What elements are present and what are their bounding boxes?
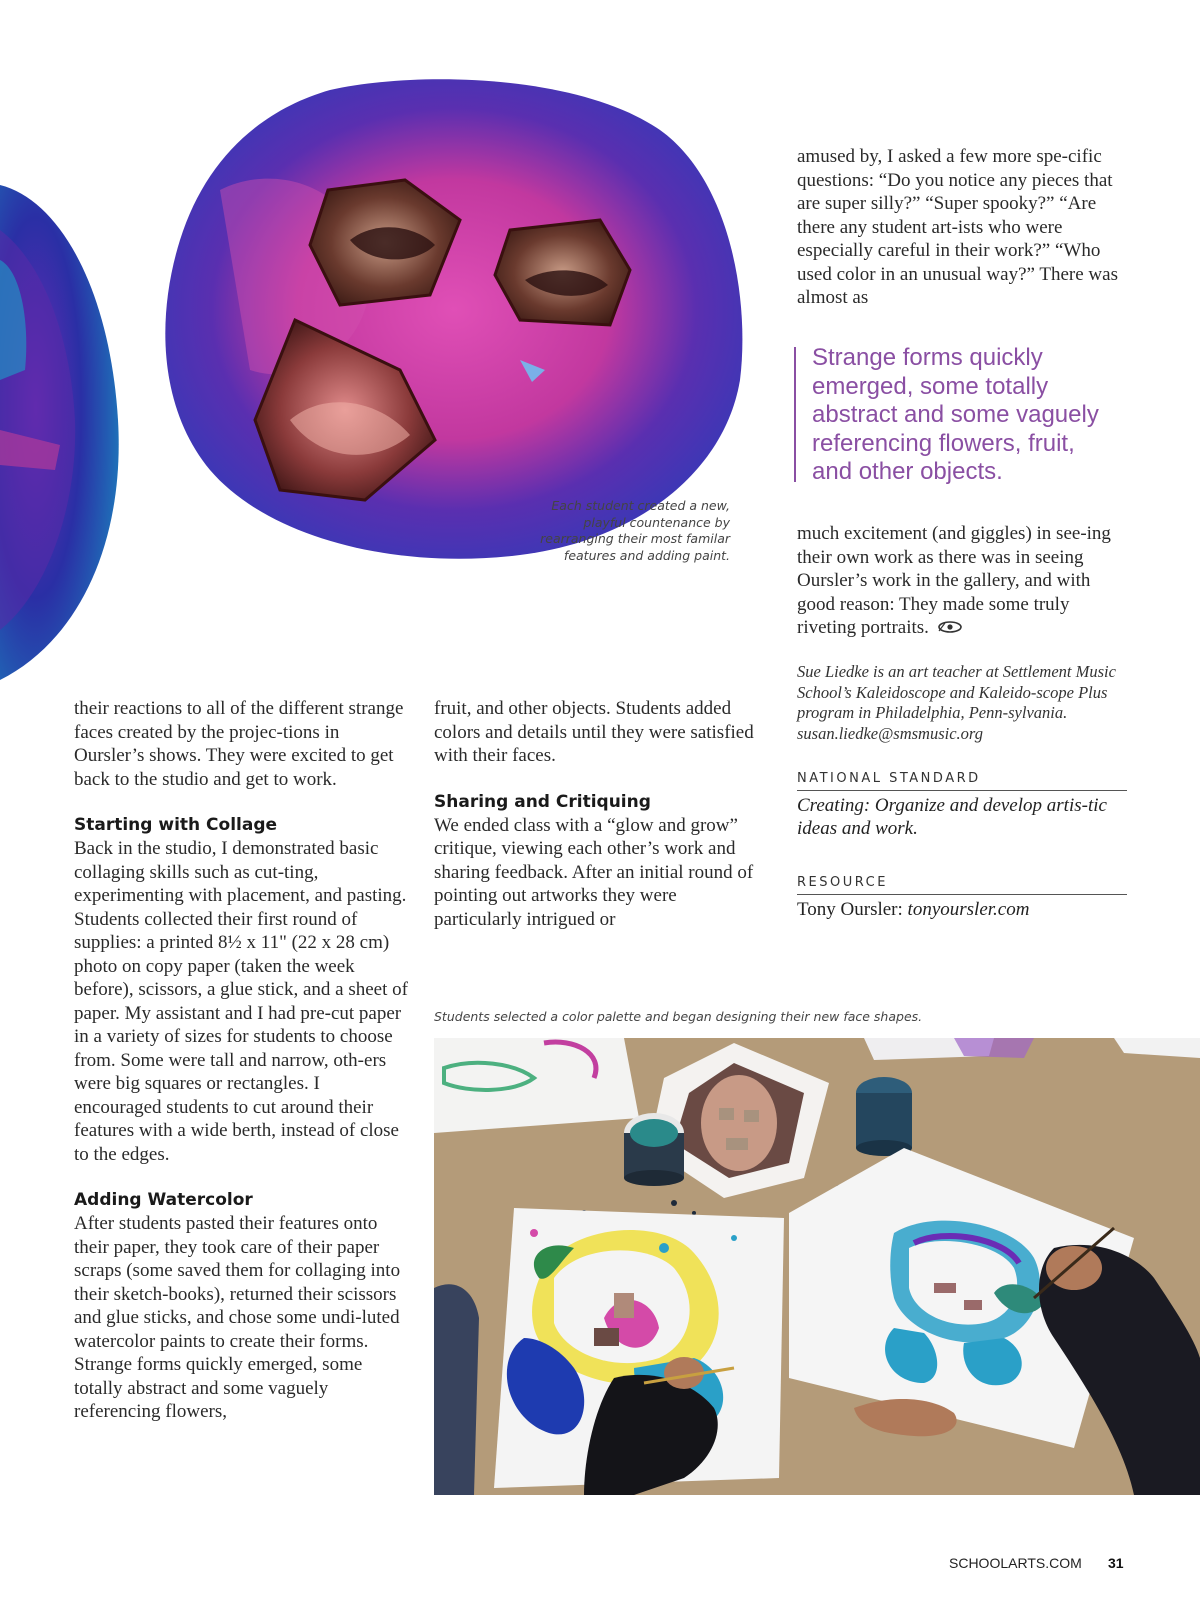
col1-para-collage: Back in the studio, I demonstrated basic collaging skills such as cut-ting, experimenting with placement, and pasting. Students collected their first round of supplies: a printed 8½ x 11" (22 x 28 cm) photo on copy paper (taken the week before), scissors, a glue stick, and a sheet of paper. My assistant and I had pre-cut paper in a variety of sizes for students to choose from. Some were tall and narrow, oth-ers were big squares or rectangles. I encouraged students to cut around their features with a wide berth, instead of close to the edges. [74,838,408,1165]
col2-para-critique: We ended class with a “glow and grow” critique, viewing each other’s work and sharing feedback. After an initial round of pointing out artworks they were particularly intrigued or [434,814,754,930]
top-right-paragraph: amused by, I asked a few more spe-cific questions: “Do you notice any pieces that are super silly?” “Super spooky?” “Are there any student art-ists who were especially careful in their work?” “Who used color in an unusual way?” There was almost as [797,146,1118,308]
column-2 [434,697,769,931]
resource-name: Tony Oursler: [797,899,908,920]
page-number: 31 [1108,1555,1124,1571]
classroom-photo [434,1038,1200,1495]
top-right-text-block [797,145,1127,310]
national-standard-text: Creating: Organize and develop artis-tic ideas and work. [797,795,1107,839]
author-bio: Sue Liedke is an art teacher at Settlement Music School’s Kaleidoscope and Kaleido-scope Plus program in Philadelphia, Penn-sylvania. susan.liedke@smsmusic.org [797,662,1116,743]
heading-adding-watercolor: Adding Watercolor [74,1190,253,1210]
resource-link[interactable]: tonyoursler.com [907,899,1030,920]
resource-label: RESOURCE [797,875,888,890]
top-image-caption: Each student created a new, playful countenance by rearranging their most familar features and adding paint. [540,498,730,563]
continued-paragraph: much excitement (and giggles) in see-ing their own work as there was in seeing Oursler’s work in the gallery, and with good reason: They made some truly riveting portraits. [797,523,1111,638]
heading-sharing-and-critiquing: Sharing and Critiquing [434,791,651,812]
resource-entry [797,898,1127,921]
heading-starting-with-collage: Starting with Collage [74,815,278,835]
pull-quote: Strange forms quickly emerged, some totally abstract and some vaguely referencing flowers, fruit, and other objects. [812,344,1099,485]
pull-quote-bar [794,347,796,482]
photo-caption: Students selected a color palette and began designing their new face shapes. [434,1009,923,1024]
face-artwork-image [160,70,760,570]
resource-rule [797,894,1127,895]
national-standard-rule [797,790,1127,791]
column-1 [74,697,409,1424]
end-mark-icon [937,620,963,634]
col1-intro: their reactions to all of the different strange faces created by the projec-tions in Oursler’s shows. They were excited to get back to the studio and get to work. [74,698,404,790]
col2-intro: fruit, and other objects. Students added colors and details until they were satisfied with their faces. [434,698,754,766]
continued-text-block [797,522,1127,640]
col1-para-watercolor: After students pasted their features onto their paper, they took care of their paper scraps (some saved them for collaging into their sketch-books), returned their scissors and glue sticks, and chose some undi-luted watercolor paints to create their forms. Strange forms quickly emerged, some totally abstract and some vaguely referencing flowers, [74,1213,401,1422]
left-partial-artwork [0,170,130,690]
national-standard-label: NATIONAL STANDARD [797,771,981,786]
footer-site-name: SCHOOLARTS.COM [949,1555,1082,1571]
